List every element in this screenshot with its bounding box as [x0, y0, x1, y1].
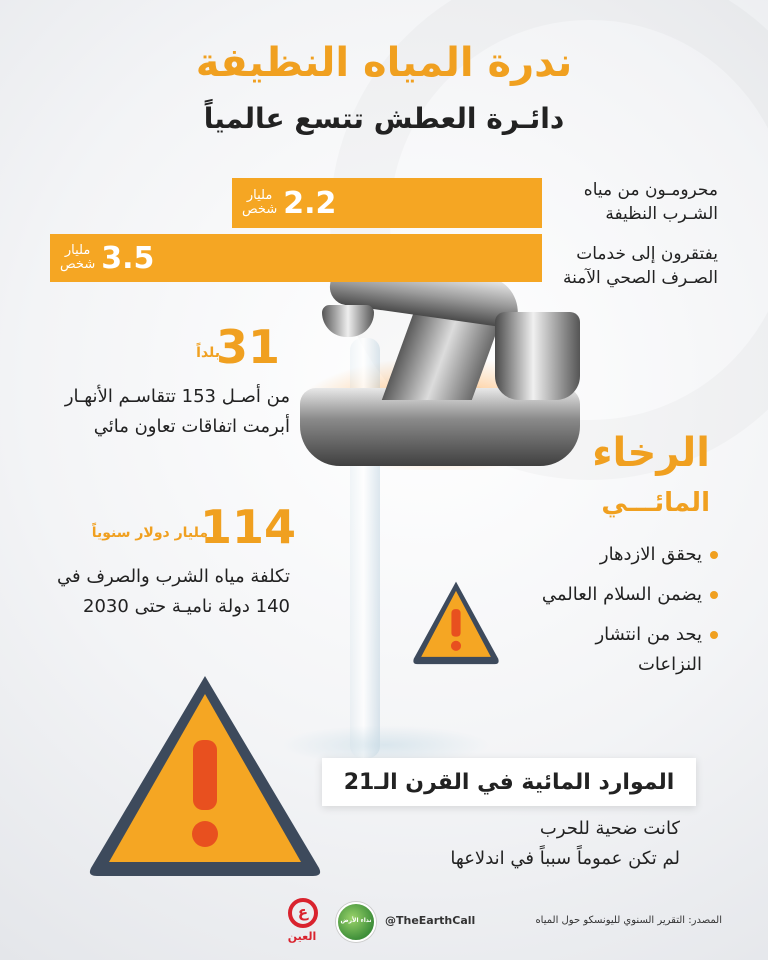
stat-cost-text: تكلفة مياه الشرب والصرف في 140 دولة ناميـة حتى 2030 [57, 566, 290, 617]
faucet-handle [495, 312, 580, 400]
prosperity-subtitle: المائـــي [601, 488, 710, 518]
stat-bar-unit: مليار شخص [60, 243, 96, 272]
stat-cost-unit: مليار دولار سنوياً [91, 525, 208, 541]
source-credit: المصدر: التقرير السنوي لليونسكو حول المياه [535, 915, 722, 926]
bullet-dot-icon [710, 591, 718, 599]
list-item: يحد من انتشار النزاعات [540, 620, 718, 680]
stat-countries-number: 31 [215, 320, 280, 374]
prosperity-list [540, 540, 718, 690]
stat-bar-unit: مليار شخص [242, 188, 278, 217]
bullet-dot-icon [710, 631, 718, 639]
bullet-dot-icon [710, 551, 718, 559]
stat-cost-number: 114 [200, 500, 297, 554]
stat-bar-number: 2.2 [283, 185, 337, 221]
list-item: يحقق الازدهار [540, 540, 718, 570]
page-subtitle: دائـرة العطش تتسع عالمياً [203, 102, 565, 135]
warning-icon [410, 578, 502, 666]
list-item: يضمن السلام العالمي [540, 580, 718, 610]
stat-countries-text: من أصـل 153 تتقاسـم الأنهـار أبرمت اتفاقات تعاون مائي [64, 386, 290, 437]
resources-heading-box: الموارد المائية في القرن الـ21 [322, 758, 696, 806]
earth-logo-icon: نداء الأرض [336, 902, 376, 942]
stat-bar-description: محرومـون من مياه الشـرب النظيفة [583, 180, 718, 224]
stat-bar-description: يفتقرون إلى خدمات الصـرف الصحي الآمنة [563, 244, 718, 288]
stat-countries-unit: بلداً [196, 345, 220, 361]
resources-text: كانت ضحية للحرب لم تكن عموماً سبباً في اندلاعها [450, 818, 680, 869]
social-handle: @TheEarthCall [385, 914, 476, 927]
stat-bar-number: 3.5 [101, 240, 155, 276]
page-title: ندرة المياه النظيفة [195, 40, 573, 86]
stat-bar-drinking-water [232, 178, 542, 228]
warning-icon [85, 670, 325, 880]
ain-logo-icon: ع العين [282, 898, 322, 948]
prosperity-title: الرخاء [592, 430, 710, 476]
stat-bar-sanitation [50, 234, 542, 282]
